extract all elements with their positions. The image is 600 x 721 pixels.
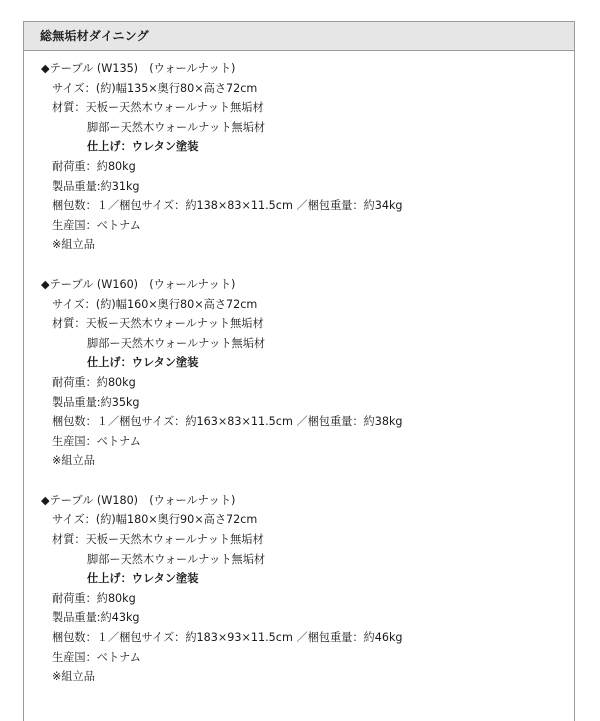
product-title: ◆テーブル (W135) (ウォールナット) bbox=[41, 62, 236, 75]
product-finish: 仕上げ：ウレタン塗装 bbox=[87, 140, 199, 154]
product-weight: 製品重量:約35kg bbox=[52, 395, 140, 409]
product-assembly-note: ※組立品 bbox=[52, 238, 95, 252]
product-finish: 仕上げ：ウレタン塗装 bbox=[87, 356, 199, 370]
product-material-legs: 脚部ー天然木ウォールナット無垢材 bbox=[87, 120, 266, 134]
product-weight: 製品重量:約43kg bbox=[52, 611, 140, 625]
product-w180 bbox=[24, 491, 574, 687]
product-load: 耐荷重：約80kg bbox=[52, 375, 136, 389]
product-origin: 生産国：ベトナム bbox=[52, 650, 141, 664]
product-load: 耐荷重：約80kg bbox=[52, 159, 136, 173]
product-packaging: 梱包数：１／梱包サイズ：約183×93×11.5cm ／梱包重量：約46kg bbox=[52, 631, 403, 645]
spec-body bbox=[24, 51, 574, 687]
product-assembly-note: ※組立品 bbox=[52, 454, 95, 468]
spec-header: 総無垢材ダイニング bbox=[24, 22, 574, 51]
product-weight: 製品重量:約31kg bbox=[52, 179, 140, 193]
product-w160 bbox=[24, 275, 574, 471]
spec-panel bbox=[23, 21, 575, 721]
product-material-top: 材質：天板ー天然木ウォールナット無垢材 bbox=[52, 317, 264, 331]
product-origin: 生産国：ベトナム bbox=[52, 218, 141, 232]
product-w135 bbox=[24, 59, 574, 255]
product-load: 耐荷重：約80kg bbox=[52, 591, 136, 605]
product-packaging: 梱包数：１／梱包サイズ：約163×83×11.5cm ／梱包重量：約38kg bbox=[52, 415, 403, 429]
product-title: ◆テーブル (W160) (ウォールナット) bbox=[41, 277, 236, 291]
product-finish: 仕上げ：ウレタン塗装 bbox=[87, 572, 199, 586]
product-material-top: 材質：天板ー天然木ウォールナット無垢材 bbox=[52, 533, 264, 547]
product-packaging: 梱包数：１／梱包サイズ：約138×83×11.5cm ／梱包重量：約34kg bbox=[52, 199, 403, 213]
product-assembly-note: ※組立品 bbox=[52, 670, 95, 684]
product-origin: 生産国：ベトナム bbox=[52, 434, 141, 448]
product-material-top: 材質：天板ー天然木ウォールナット無垢材 bbox=[52, 101, 264, 115]
product-title: ◆テーブル (W180) (ウォールナット) bbox=[41, 493, 236, 507]
product-material-legs: 脚部ー天然木ウォールナット無垢材 bbox=[87, 336, 266, 350]
product-size: サイズ：(約)幅135×奥行80×高さ72cm bbox=[52, 81, 258, 95]
product-material-legs: 脚部ー天然木ウォールナット無垢材 bbox=[87, 552, 266, 566]
product-size: サイズ：(約)幅160×奥行80×高さ72cm bbox=[52, 297, 258, 311]
product-size: サイズ：(約)幅180×奥行90×高さ72cm bbox=[52, 513, 258, 527]
